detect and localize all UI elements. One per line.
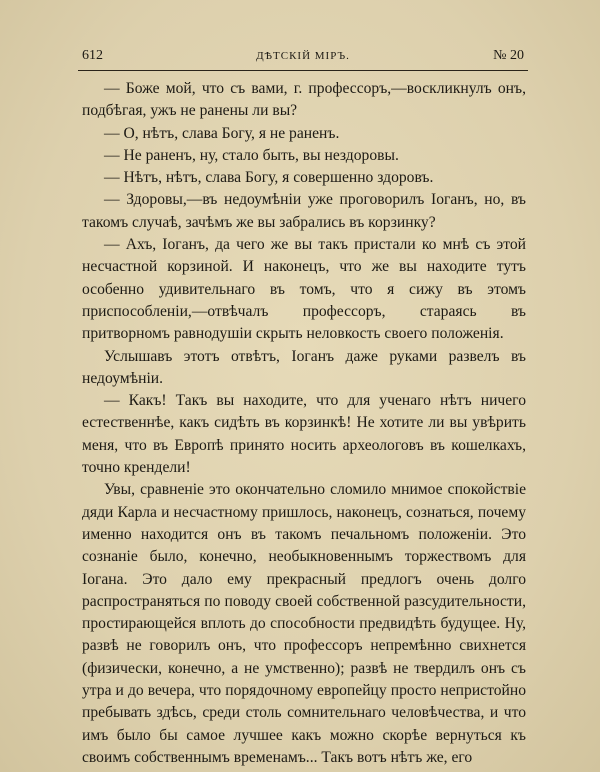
paragraph: — Какъ! Такъ вы находите, что для ученаго нѣтъ ничего естественнѣе, какъ сидѣть въ корзинкѣ! Не хотите ли вы увѣрить меня, что въ Европѣ принято носить археологовъ въ кошелкахъ, точно крендели! [82,392,526,477]
running-header [82,48,524,72]
page-number: 612 [82,48,103,63]
header-rule [78,70,528,71]
paragraph: — Ахъ, Іоганъ, да чего же вы такъ пристали ко мнѣ съ этой несчастной корзиной. И наконецъ, что же вы находите тутъ особенно удивительнаго въ томъ, что я сижу въ этомъ приспособленіи,—отвѣчалъ профессоръ, стараясь въ притворномъ равнодушіи скрыть неловкость своего положенія. [82,236,526,343]
paragraph: — Боже мой, что съ вами, г. профессоръ,—воскликнулъ онъ, подбѣгая, ужъ не ранены ли вы? [82,80,526,120]
paragraph: Услышавъ этотъ отвѣтъ, Іоганъ даже руками развелъ въ недоумѣніи. [82,347,526,387]
journal-title: ДѢТСКІЙ МІРЪ. [256,50,350,62]
paragraph: — О, нѣтъ, слава Богу, я не раненъ. [104,124,340,142]
issue-number: № 20 [493,48,524,63]
paragraph: Увы, сравненіе это окончательно сломило мнимое спокойствіе дяди Карла и несчастному пришлось, наконецъ, сознаться, почему именно находится онъ въ такомъ печальномъ положеніи. Это сознаніе было, конечно, необыкновеннымъ торжествомъ для Іогана. Это дало ему прекрасный предлогъ очень долго распространяться по поводу своей собственной разсудительности, простирающейся вплоть до способности предвидѣть будущее. Ну, развѣ не говорилъ онъ, что профессоръ непремѣнно свихнется (физически, конечно, а не умственно); развѣ не твердилъ онъ съ утра и до вечера, что порядочному европейцу просто непристойно пребывать здѣсь, среди столь сомнительнаго человѣчества, и что имъ было бы самое лучшее какъ можно скорѣе вернуться къ своимъ собственнымъ временамъ... Такъ вотъ нѣтъ же, его [82,481,526,766]
paragraph: — Не раненъ, ну, стало быть, вы нездоровы. [104,146,399,164]
paragraph: — Здоровы,—въ недоумѣніи уже проговорилъ Іоганъ, но, въ такомъ случаѣ, зачѣмъ же вы забрались въ корзинку? [82,191,526,231]
text-body [82,78,526,769]
paragraph: — Нѣтъ, нѣтъ, слава Богу, я совершенно здоровъ. [104,169,434,187]
